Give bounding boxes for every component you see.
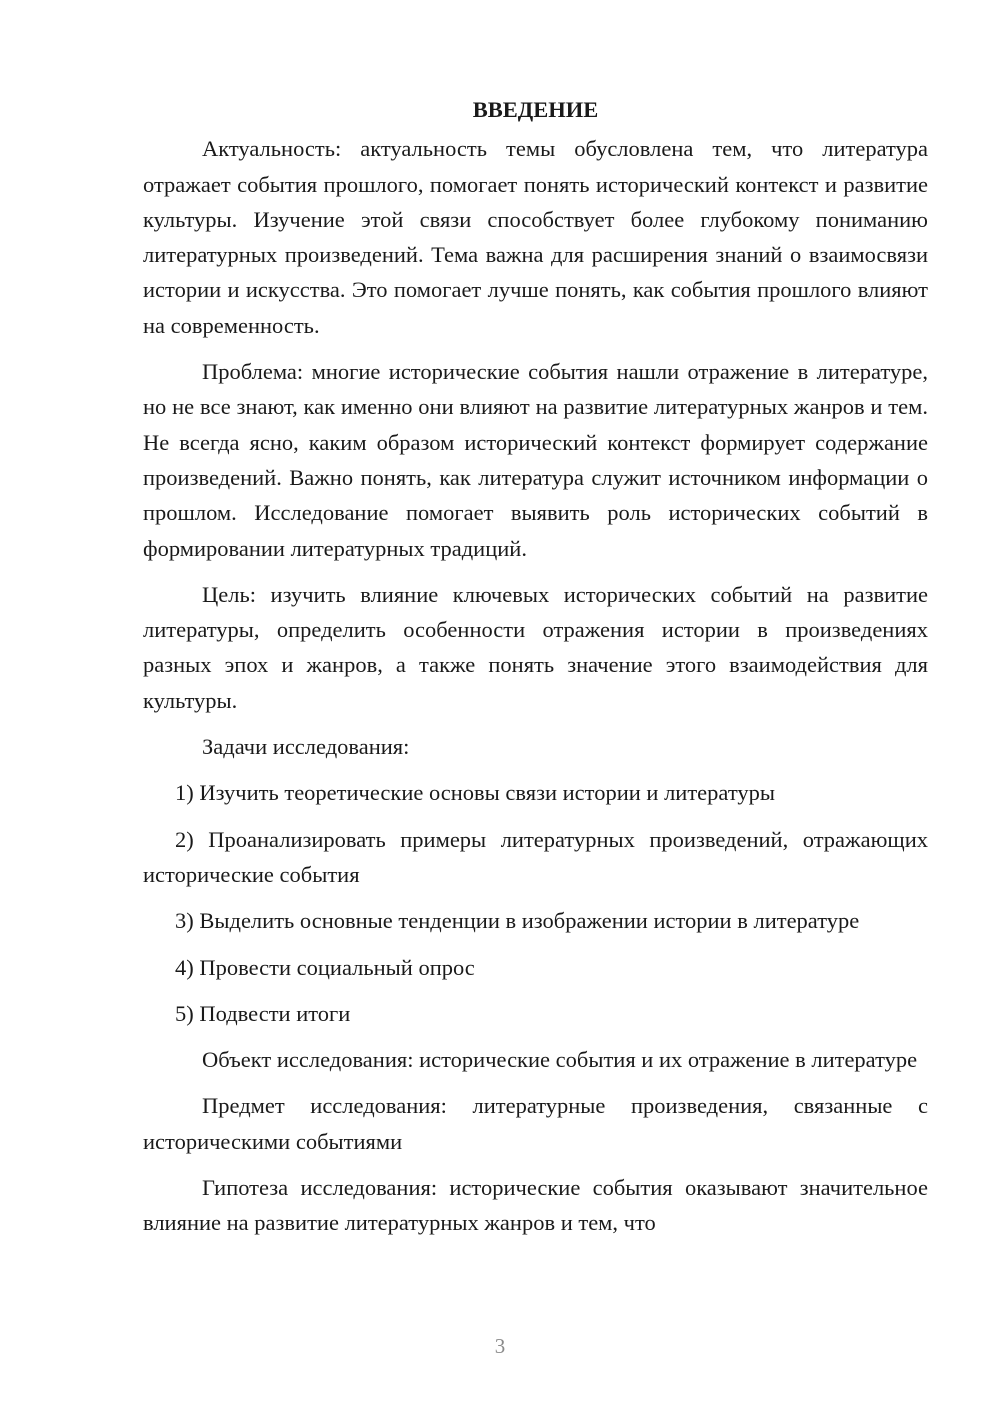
task-item-4: 4) Провести социальный опрос [175,954,475,980]
document-body [143,92,928,1241]
task-item-2: 2) Проанализировать примеры литературных произведений, отражающих исторические события [143,826,928,887]
hypothesis-paragraph: Гипотеза исследования: исторические события оказывают значительное влияние на развитие литературных жанров и тем, что [143,1175,928,1236]
relevance-paragraph: Актуальность: актуальность темы обусловлена тем, что литература отражает события прошлого, помогает понять исторический контекст и развитие культуры. Изучение этой связи способствует более глубокому пониманию литературных произведений. Тема важна для расширения знаний о взаимосвязи истории и искусства. Это помогает лучше понять, как события прошлого влияют на современность. [143,136,928,338]
tasks-heading: Задачи исследования: [202,734,410,760]
task-item-3: 3) Выделить основные тенденции в изображении истории в литературе [175,908,860,934]
task-item-5: 5) Подвести итоги [175,1000,351,1026]
problem-paragraph: Проблема: многие исторические события нашли отражение в литературе, но не все знают, как именно они влияют на развитие литературных жанров и тем. Не всегда ясно, каким образом исторический контекст формирует содержание произведений. Важно понять, как литература служит источником информации о прошлом. Исследование помогает выявить роль исторических событий в формировании литературных традиций. [143,359,928,561]
page-number: 3 [494,1334,506,1358]
task-item-1: 1) Изучить теоретические основы связи истории и литературы [175,780,775,806]
section-title: ВВЕДЕНИЕ [472,97,599,122]
object-paragraph: Объект исследования: исторические события и их отражение в литературе [202,1047,918,1073]
goal-paragraph: Цель: изучить влияние ключевых исторических событий на развитие литературы, определить особенности отражения истории в произведениях разных эпох и жанров, а также понять значение этого взаимодействия для культуры. [143,581,928,713]
subject-paragraph: Предмет исследования: литературные произведения, связанные с историческими событиями [143,1093,928,1154]
